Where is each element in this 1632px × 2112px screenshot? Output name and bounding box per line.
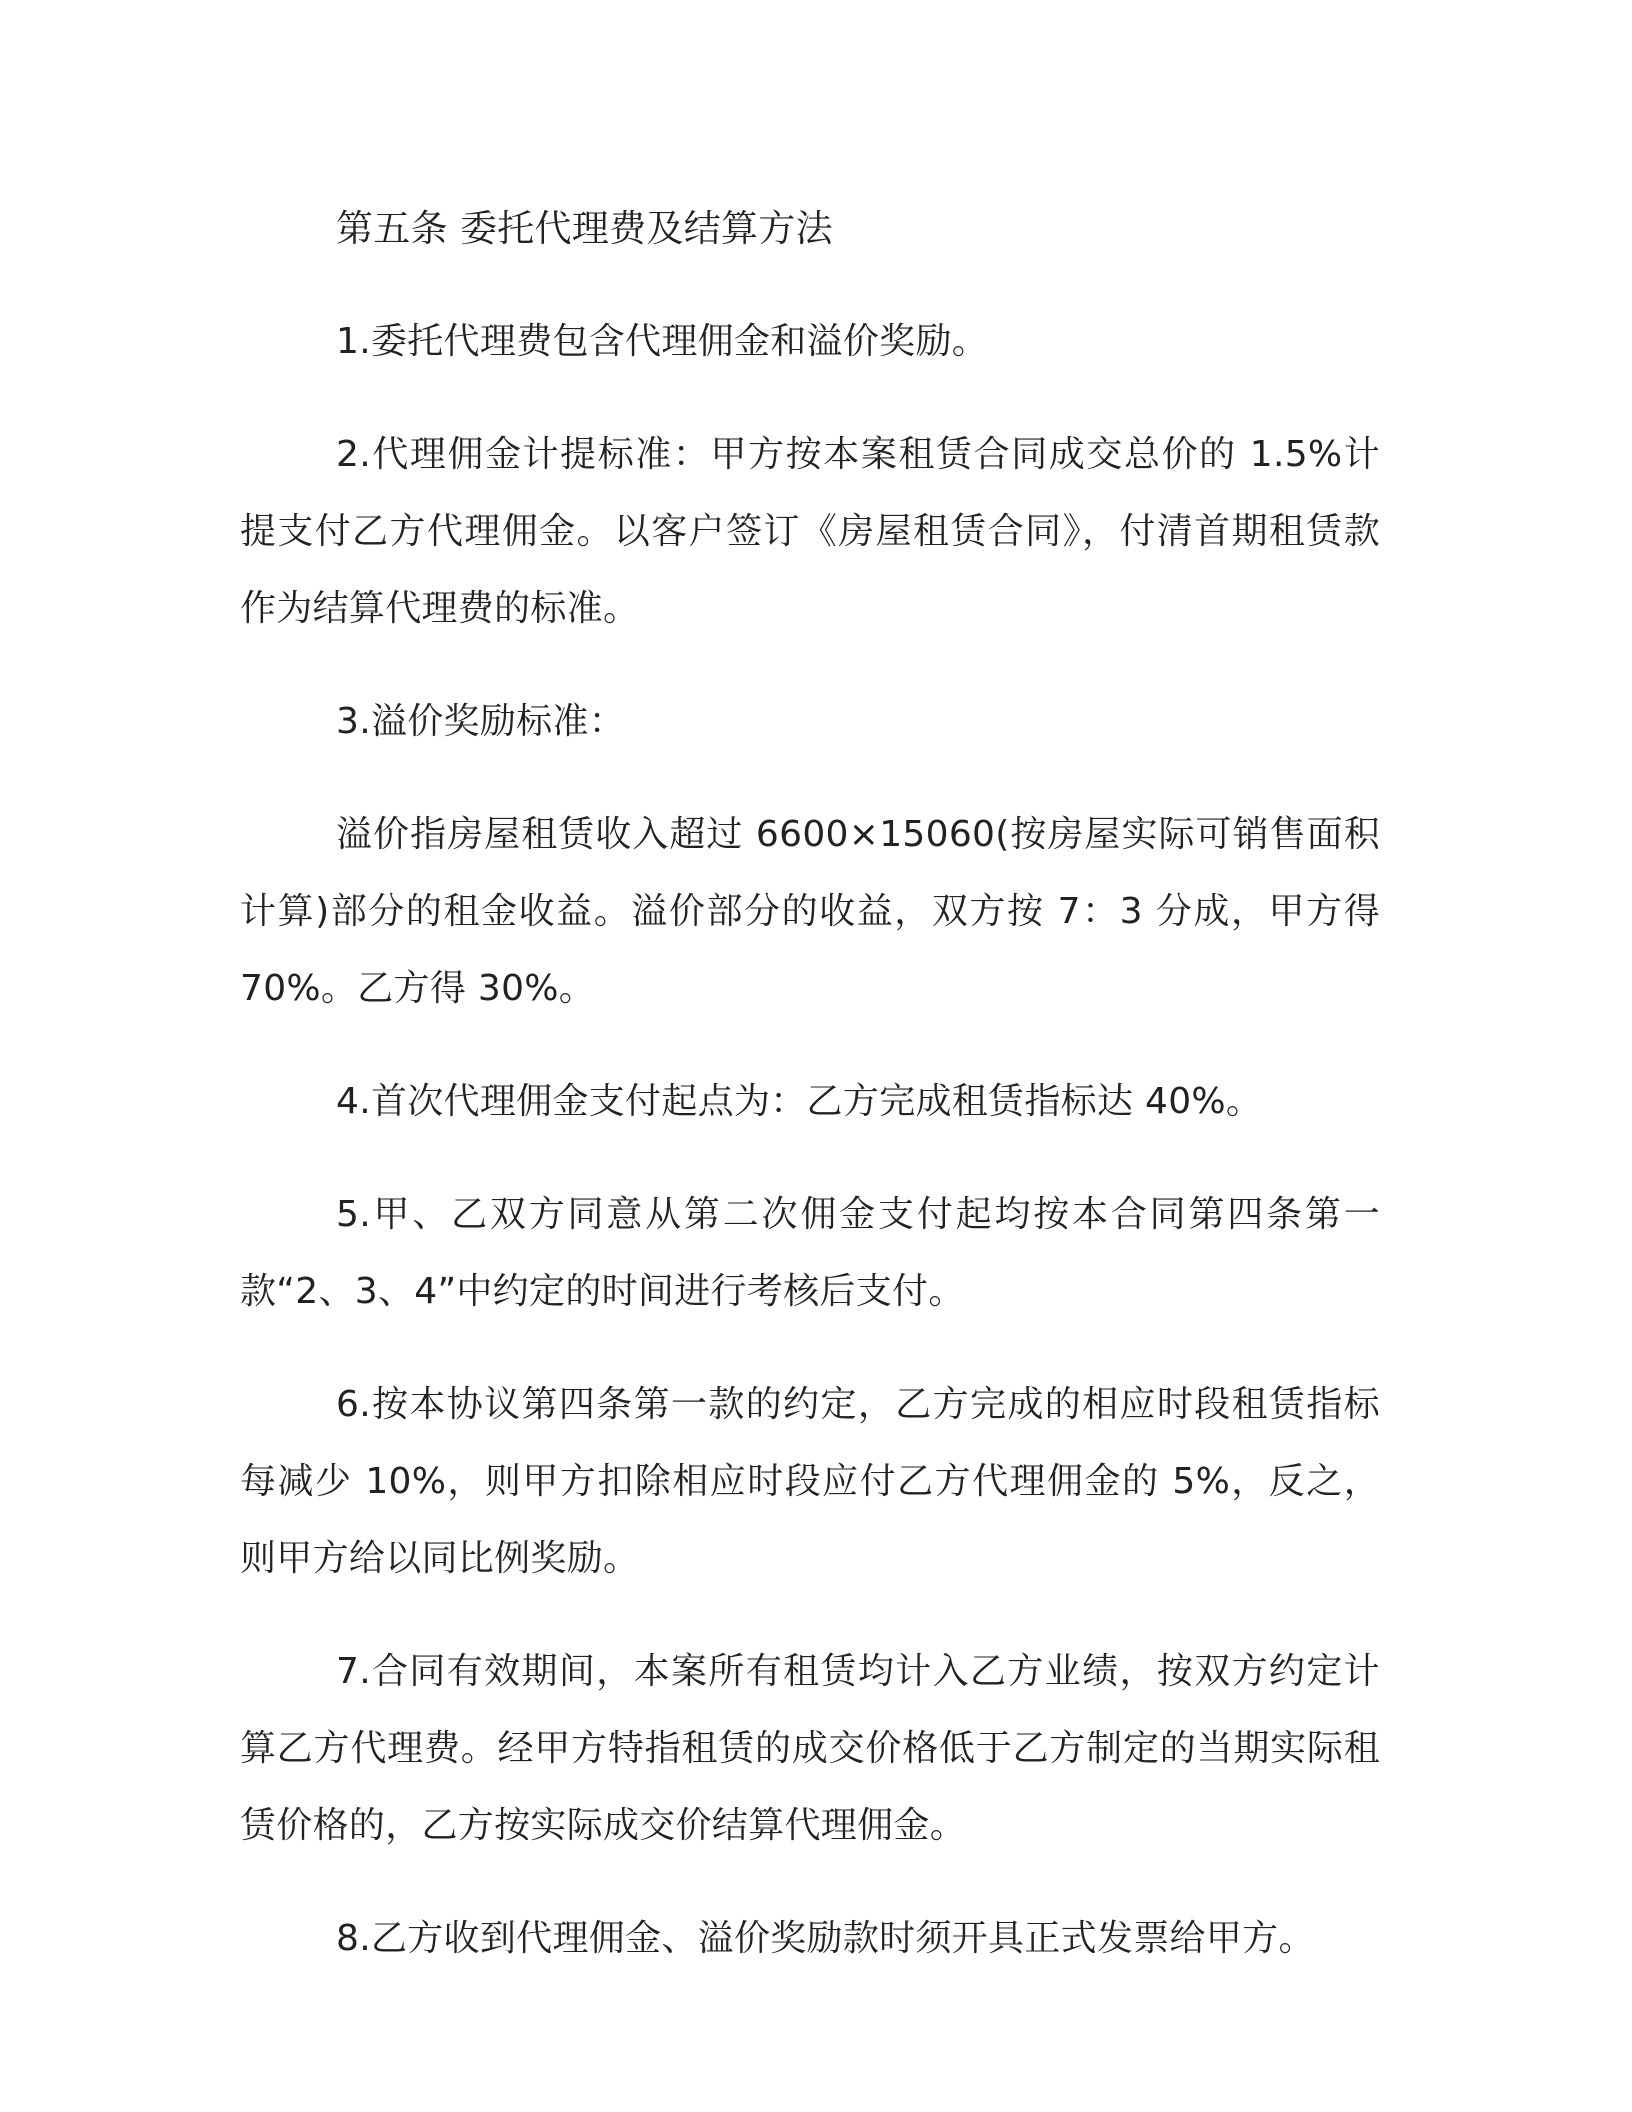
article-heading: 第五条 委托代理费及结算方法 bbox=[336, 207, 833, 250]
clause-3-detail: 溢价指房屋租赁收入超过 6600×15060(按房屋实际可销售面积计算)部分的租金收益。溢价部分的收益，双方按 7：3 分成，甲方得 70%。乙方得 30%。 bbox=[240, 814, 1380, 1009]
clause-2: 2.代理佣金计提标准：甲方按本案租赁合同成交总价的 1.5%计提支付乙方代理佣金。以客户签订《房屋租赁合同》，付清首期租赁款作为结算代理费的标准。 bbox=[240, 434, 1380, 629]
clause-3: 3.溢价奖励标准： bbox=[336, 701, 626, 742]
clause-1: 1.委托代理费包含代理佣金和溢价奖励。 bbox=[336, 321, 989, 362]
clause-5: 5.甲、乙双方同意从第二次佣金支付起均按本合同第四条第一款“2、3、4”中约定的时间进行考核后支付。 bbox=[240, 1194, 1380, 1312]
clause-4: 4.首次代理佣金支付起点为：乙方完成租赁指标达 40%。 bbox=[336, 1081, 1263, 1122]
clause-8: 8.乙方收到代理佣金、溢价奖励款时须开具正式发票给甲方。 bbox=[336, 1918, 1315, 1959]
clause-6: 6.按本协议第四条第一款的约定，乙方完成的相应时段租赁指标每减少 10%，则甲方扣除相应时段应付乙方代理佣金的 5%，反之，则甲方给以同比例奖励。 bbox=[240, 1384, 1380, 1579]
clause-7: 7.合同有效期间，本案所有租赁均计入乙方业绩，按双方约定计算乙方代理费。经甲方特指租赁的成交价格低于乙方制定的当期实际租赁价格的，乙方按实际成交价结算代理佣金。 bbox=[240, 1651, 1380, 1846]
document-body bbox=[240, 190, 1380, 2013]
